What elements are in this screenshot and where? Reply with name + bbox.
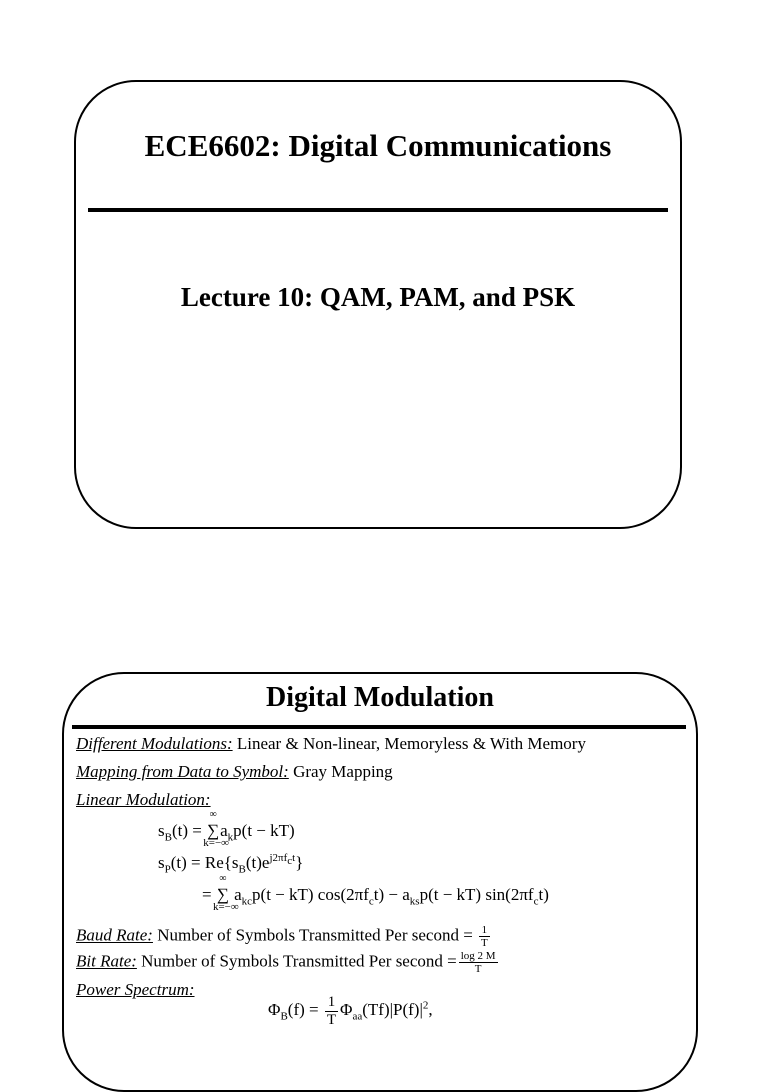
bit-rate-fraction <box>459 950 498 975</box>
baud-frac-den: T <box>481 937 488 950</box>
linear-modulation-line <box>76 790 211 810</box>
baud-rate-label: Baud Rate: <box>76 925 153 945</box>
digital-modulation-slide <box>62 672 698 1092</box>
equation-power-spectrum: $\Phi_B(f)$ = $\frac{1}{T}$ $\Phi_{aa}(Tf)|P(f)|^2$, <box>268 994 433 1028</box>
mapping-text: Gray Mapping <box>288 762 393 781</box>
equation-expanded: = ∑ ∞ k=−∞ $a_{kc}p(t - kT) \cos(2\pi f_ct) - a_{ks}p(t - kT)$ $\sin(2\pi f_ct)$ <box>202 873 549 913</box>
linear-modulation-label: Linear Modulation: <box>76 790 211 809</box>
baud-rate-fraction <box>479 924 490 949</box>
title-divider <box>72 725 686 729</box>
mapping-label: Mapping from Data to Symbol: <box>76 762 289 781</box>
baud-frac-num: 1 <box>479 924 490 937</box>
bit-rate-line <box>76 950 500 975</box>
power-spectrum-line <box>76 980 195 1000</box>
title-slide <box>74 80 682 529</box>
different-modulations-text: Linear & Non-linear, Memoryless & With Memory <box>232 734 586 753</box>
different-modulations-line <box>76 734 586 754</box>
equation-baseband: $s_B(t)$ = ∑ ∞ k=−∞ $a_kp(t - kT)$ <box>158 809 295 849</box>
baud-rate-text: Number of Symbols Transmitted Per second = <box>152 925 478 945</box>
bit-frac-den: T <box>474 963 482 976</box>
different-modulations-label: Different Modulations: <box>76 734 233 753</box>
lecture-title: Lecture 10: QAM, PAM, and PSK <box>180 282 576 312</box>
bit-rate-text: Number of Symbols Transmitted Per second = <box>136 951 457 971</box>
baud-rate-line <box>76 924 492 949</box>
mapping-line <box>76 762 393 782</box>
course-title: ECE6602: Digital Communications <box>144 128 612 163</box>
slide-title: Digital Modulation <box>266 682 494 713</box>
bit-rate-label: Bit Rate: <box>76 951 137 971</box>
bit-frac-num: log 2 M <box>460 950 496 962</box>
equation-passband: $s_P(t) = Re\{s_B(t)e^{j2\pi f_ct}\}$ <box>158 852 304 876</box>
title-divider <box>88 208 668 212</box>
power-spectrum-label: Power Spectrum: <box>76 980 195 999</box>
